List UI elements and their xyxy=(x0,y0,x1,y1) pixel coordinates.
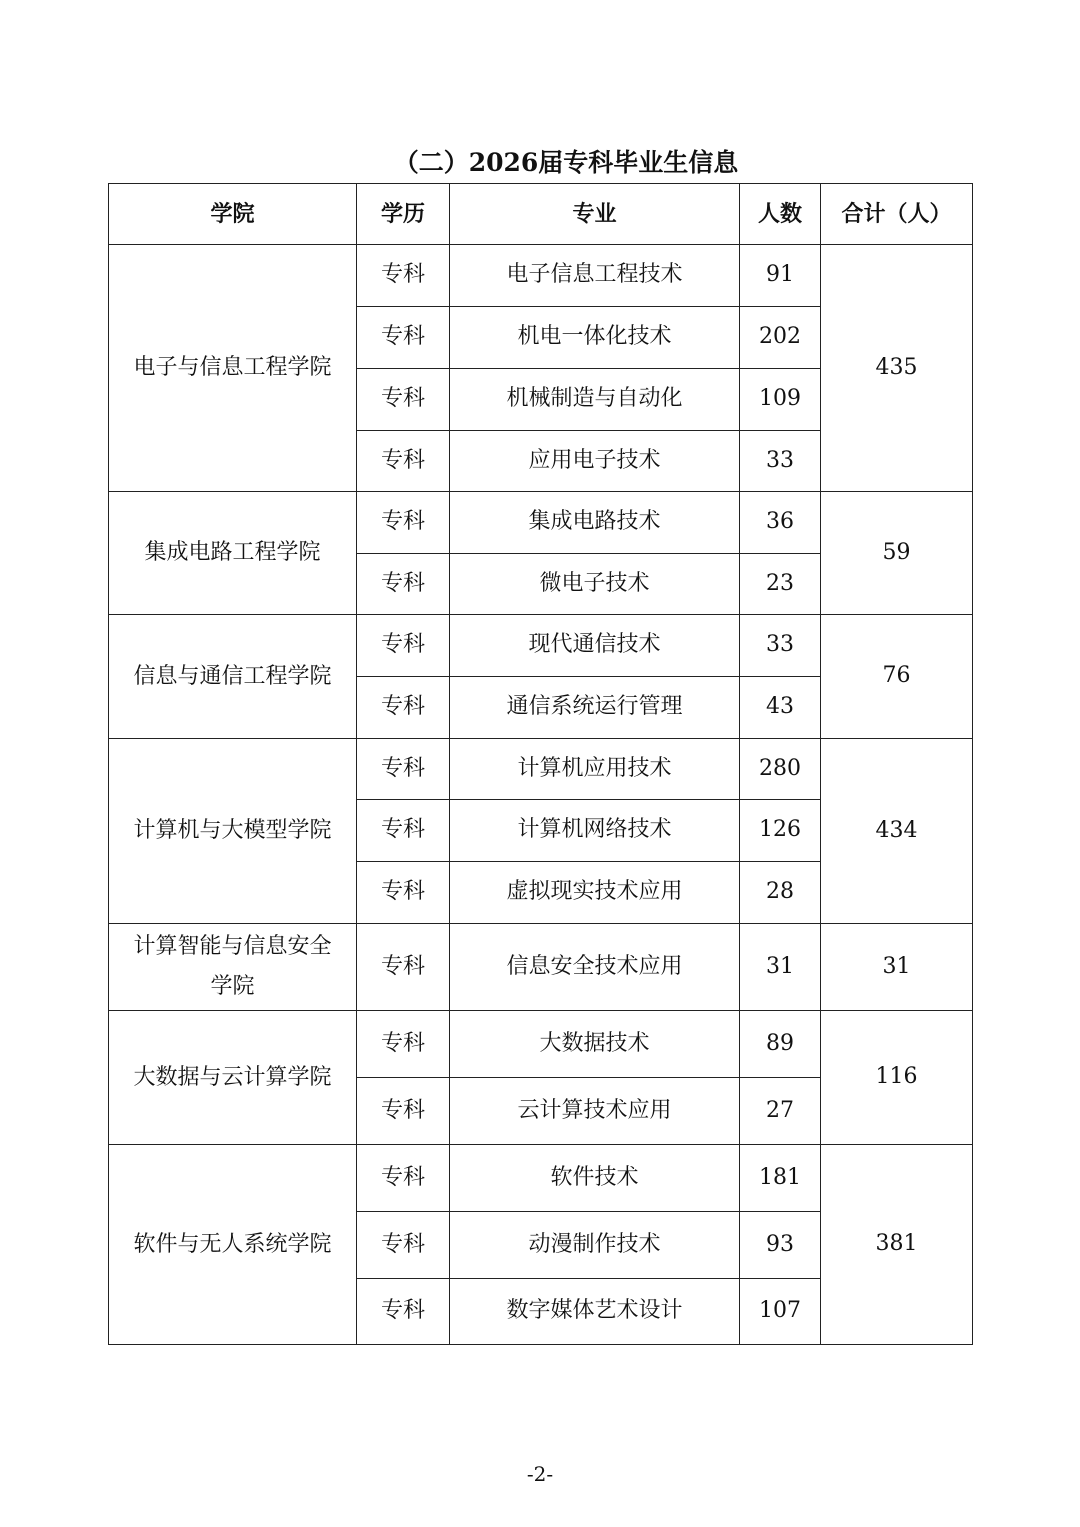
college-total: 31 xyxy=(821,924,973,1011)
table-row xyxy=(109,924,973,1011)
count-cell: 31 xyxy=(740,924,821,1011)
major-cell: 虚拟现实技术应用 xyxy=(450,862,740,924)
major-cell: 现代通信技术 xyxy=(450,615,740,677)
count-cell: 27 xyxy=(740,1078,821,1145)
major-cell: 信息安全技术应用 xyxy=(450,924,740,1011)
count-cell: 93 xyxy=(740,1212,821,1279)
major-cell: 应用电子技术 xyxy=(450,431,740,492)
degree-cell: 专科 xyxy=(357,492,450,554)
table-row xyxy=(109,739,973,800)
count-cell: 36 xyxy=(740,492,821,554)
college-name: 信息与通信工程学院 xyxy=(109,615,357,739)
page-number: -2- xyxy=(526,1462,554,1486)
header-major: 专业 xyxy=(450,184,740,245)
major-cell: 数字媒体艺术设计 xyxy=(450,1279,740,1345)
degree-cell: 专科 xyxy=(357,1078,450,1145)
college-name: 集成电路工程学院 xyxy=(109,492,357,615)
degree-cell: 专科 xyxy=(357,1011,450,1078)
college-name: 软件与无人系统学院 xyxy=(109,1145,357,1345)
degree-cell: 专科 xyxy=(357,1212,450,1279)
table-row xyxy=(109,1145,973,1212)
table-row xyxy=(109,245,973,307)
count-cell: 89 xyxy=(740,1011,821,1078)
college-name: 电子与信息工程学院 xyxy=(109,245,357,492)
count-cell: 23 xyxy=(740,554,821,615)
college-name: 计算机与大模型学院 xyxy=(109,739,357,924)
major-cell: 通信系统运行管理 xyxy=(450,677,740,739)
major-cell: 软件技术 xyxy=(450,1145,740,1212)
degree-cell: 专科 xyxy=(357,615,450,677)
degree-cell: 专科 xyxy=(357,677,450,739)
college-total: 116 xyxy=(821,1011,973,1145)
count-cell: 202 xyxy=(740,307,821,369)
count-cell: 109 xyxy=(740,369,821,431)
table-row xyxy=(109,492,973,554)
header-total: 合计（人） xyxy=(821,184,973,245)
table-body xyxy=(109,245,973,1345)
college-name: 大数据与云计算学院 xyxy=(109,1011,357,1145)
header-count: 人数 xyxy=(740,184,821,245)
count-cell: 280 xyxy=(740,739,821,800)
count-cell: 107 xyxy=(740,1279,821,1345)
degree-cell: 专科 xyxy=(357,307,450,369)
major-cell: 计算机应用技术 xyxy=(450,739,740,800)
degree-cell: 专科 xyxy=(357,1279,450,1345)
degree-cell: 专科 xyxy=(357,1145,450,1212)
major-cell: 动漫制作技术 xyxy=(450,1212,740,1279)
page-title: （二）2026届专科毕业生信息 xyxy=(393,148,739,177)
college-name: 计算智能与信息安全学院 xyxy=(109,924,357,1011)
major-cell: 电子信息工程技术 xyxy=(450,245,740,307)
graduates-table xyxy=(108,183,973,1345)
count-cell: 91 xyxy=(740,245,821,307)
header-degree: 学历 xyxy=(357,184,450,245)
table-row xyxy=(109,1011,973,1078)
count-cell: 43 xyxy=(740,677,821,739)
major-cell: 大数据技术 xyxy=(450,1011,740,1078)
college-total: 59 xyxy=(821,492,973,615)
degree-cell: 专科 xyxy=(357,245,450,307)
degree-cell: 专科 xyxy=(357,924,450,1011)
table-row xyxy=(109,615,973,677)
degree-cell: 专科 xyxy=(357,369,450,431)
degree-cell: 专科 xyxy=(357,431,450,492)
count-cell: 28 xyxy=(740,862,821,924)
count-cell: 33 xyxy=(740,615,821,677)
college-total: 435 xyxy=(821,245,973,492)
degree-cell: 专科 xyxy=(357,739,450,800)
count-cell: 126 xyxy=(740,800,821,862)
count-cell: 181 xyxy=(740,1145,821,1212)
major-cell: 云计算技术应用 xyxy=(450,1078,740,1145)
major-cell: 集成电路技术 xyxy=(450,492,740,554)
college-total: 381 xyxy=(821,1145,973,1345)
degree-cell: 专科 xyxy=(357,800,450,862)
degree-cell: 专科 xyxy=(357,862,450,924)
degree-cell: 专科 xyxy=(357,554,450,615)
table-header-row xyxy=(109,184,973,245)
major-cell: 机电一体化技术 xyxy=(450,307,740,369)
major-cell: 机械制造与自动化 xyxy=(450,369,740,431)
header-college: 学院 xyxy=(109,184,357,245)
major-cell: 计算机网络技术 xyxy=(450,800,740,862)
major-cell: 微电子技术 xyxy=(450,554,740,615)
count-cell: 33 xyxy=(740,431,821,492)
college-total: 434 xyxy=(821,739,973,924)
college-total: 76 xyxy=(821,615,973,739)
